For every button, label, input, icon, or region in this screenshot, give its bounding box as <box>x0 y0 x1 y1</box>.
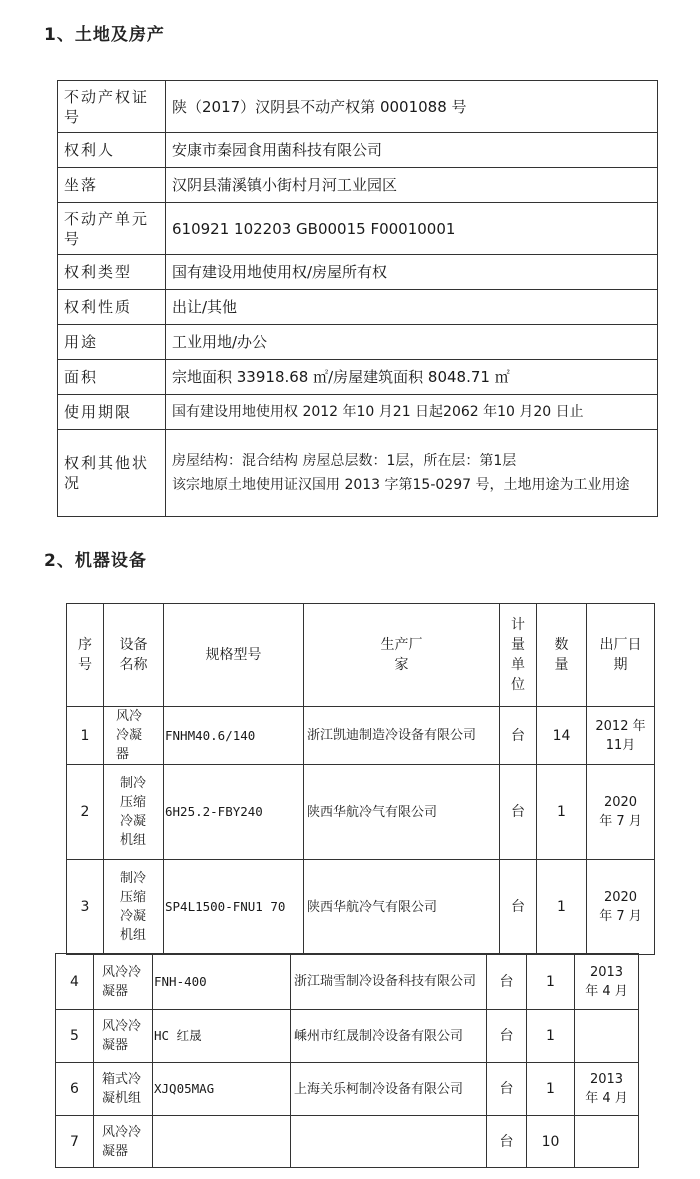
cell-unit: 台 <box>500 765 537 860</box>
cell-date: 2020 年 7 月 <box>587 765 655 860</box>
header-model: 规格型号 <box>164 604 304 707</box>
cell-seq: 3 <box>67 860 104 955</box>
cell-name: 箱式冷凝机组 <box>94 1063 153 1116</box>
property-label: 坐落 <box>58 168 166 203</box>
property-label: 权利其他状况 <box>58 430 166 517</box>
cell-unit: 台 <box>500 860 537 955</box>
property-value: 国有建设用地使用权/房屋所有权 <box>166 255 658 290</box>
table-row <box>67 860 655 955</box>
cell-name: 风冷冷凝器 <box>94 954 153 1010</box>
cell-unit: 台 <box>487 1063 527 1116</box>
cell-date: 2013 年 4 月 <box>575 954 639 1010</box>
cell-date <box>575 1010 639 1063</box>
property-label: 权利性质 <box>58 290 166 325</box>
property-value: 宗地面积 33918.68 ㎡/房屋建筑面积 8048.71 ㎡ <box>166 360 658 395</box>
table-row <box>58 290 658 325</box>
cell-seq: 1 <box>67 707 104 765</box>
cell-model: 6H25.2-FBY240 <box>164 765 304 860</box>
cell-unit: 台 <box>487 954 527 1010</box>
cell-seq: 6 <box>56 1063 94 1116</box>
section-1-title: 1、土地及房产 <box>44 25 165 45</box>
property-value: 国有建设用地使用权 2012 年10 月21 日起2062 年10 月20 日止 <box>166 395 658 430</box>
property-label: 权利人 <box>58 133 166 168</box>
cell-name: 风冷冷凝器 <box>94 1010 153 1063</box>
cell-seq: 4 <box>56 954 94 1010</box>
cell-maker: 浙江瑞雪制冷设备科技有限公司 <box>291 954 487 1010</box>
property-value: 汉阴县蒲溪镇小街村月河工业园区 <box>166 168 658 203</box>
cell-seq: 7 <box>56 1116 94 1168</box>
cell-date <box>575 1116 639 1168</box>
cell-maker: 嵊州市红晟制冷设备有限公司 <box>291 1010 487 1063</box>
cell-maker: 陕西华航冷气有限公司 <box>304 765 500 860</box>
equipment-table <box>66 603 655 955</box>
cell-qty: 1 <box>527 1010 575 1063</box>
property-value: 安康市秦园食用菌科技有限公司 <box>166 133 658 168</box>
property-label: 不动产单元号 <box>58 203 166 255</box>
table-row <box>56 954 639 1010</box>
table-row <box>56 1063 639 1116</box>
cell-name: 制冷压缩冷凝机组 <box>104 765 164 860</box>
table-row <box>58 430 658 517</box>
cell-qty: 10 <box>527 1116 575 1168</box>
table-row <box>58 360 658 395</box>
table-row <box>56 1010 639 1063</box>
cell-date: 2013 年 4 月 <box>575 1063 639 1116</box>
table-row <box>67 707 655 765</box>
cell-date: 2012 年 11月 <box>587 707 655 765</box>
cell-qty: 1 <box>527 1063 575 1116</box>
property-label: 权利类型 <box>58 255 166 290</box>
cell-model <box>153 1116 291 1168</box>
table-row <box>67 765 655 860</box>
header-maker: 生产厂家 <box>304 604 500 707</box>
table-row <box>58 325 658 360</box>
cell-qty: 1 <box>537 765 587 860</box>
header-seq: 序号 <box>67 604 104 707</box>
cell-unit: 台 <box>487 1116 527 1168</box>
cell-name: 风冷冷凝器 <box>94 1116 153 1168</box>
header-unit: 计量单位 <box>500 604 537 707</box>
table-row <box>56 1116 639 1168</box>
cell-qty: 14 <box>537 707 587 765</box>
table-row <box>58 395 658 430</box>
cell-unit: 台 <box>500 707 537 765</box>
cell-model: XJQ05MAG <box>153 1063 291 1116</box>
cell-model: FNH-400 <box>153 954 291 1010</box>
cell-model: SP4L1500-FNU1 70 <box>164 860 304 955</box>
property-value: 610921 102203 GB00015 F00010001 <box>166 203 658 255</box>
cell-unit: 台 <box>487 1010 527 1063</box>
header-name: 设备名称 <box>104 604 164 707</box>
header-date: 出厂日期 <box>587 604 655 707</box>
property-label: 面积 <box>58 360 166 395</box>
cell-maker: 上海关乐柯制冷设备有限公司 <box>291 1063 487 1116</box>
property-label: 不动产权证号 <box>58 81 166 133</box>
cell-model: FNHM40.6/140 <box>164 707 304 765</box>
table-row <box>58 203 658 255</box>
property-label: 使用期限 <box>58 395 166 430</box>
cell-seq: 2 <box>67 765 104 860</box>
equipment-table-continued <box>55 953 639 1168</box>
header-qty: 数量 <box>537 604 587 707</box>
table-header-row <box>67 604 655 707</box>
table-row <box>58 133 658 168</box>
cell-maker <box>291 1116 487 1168</box>
property-value: 出让/其他 <box>166 290 658 325</box>
cell-maker: 陕西华航冷气有限公司 <box>304 860 500 955</box>
section-2-title: 2、机器设备 <box>44 551 147 571</box>
property-label: 用途 <box>58 325 166 360</box>
table-row <box>58 168 658 203</box>
property-value: 房屋结构：混合结构 房屋总层数：1层，所在层：第1层 该宗地原土地使用证汉国用 2013 字第15-0297 号，土地用途为工业用途 <box>166 430 658 517</box>
cell-qty: 1 <box>527 954 575 1010</box>
property-value: 工业用地/办公 <box>166 325 658 360</box>
property-value: 陕（2017）汉阴县不动产权第 0001088 号 <box>166 81 658 133</box>
table-row <box>58 255 658 290</box>
cell-maker: 浙江凯迪制造冷设备有限公司 <box>304 707 500 765</box>
table-row <box>58 81 658 133</box>
cell-model: HC 红晟 <box>153 1010 291 1063</box>
cell-date: 2020 年 7 月 <box>587 860 655 955</box>
cell-seq: 5 <box>56 1010 94 1063</box>
property-table <box>57 80 658 517</box>
cell-name: 制冷压缩冷凝机组 <box>104 860 164 955</box>
cell-qty: 1 <box>537 860 587 955</box>
cell-name: 风冷冷凝器 <box>104 707 164 765</box>
